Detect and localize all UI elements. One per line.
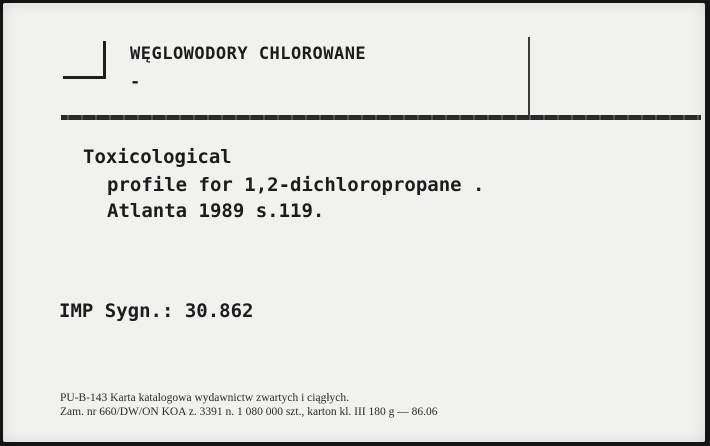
printer-footer-line-2: Zam. nr 660/DW/ON KOA z. 3391 n. 1 080 000 szt., karton kl. III 180 g — 86.06 [60, 406, 438, 418]
subject-heading-dash: - [130, 72, 141, 92]
subject-heading: WĘGLOWODORY CHLOROWANE [130, 44, 367, 64]
catalog-card [3, 3, 705, 442]
corner-mark-vertical [103, 41, 106, 79]
horizontal-rule [61, 115, 701, 120]
printer-footer-line-1: PU-B-143 Karta katalogowa wydawnictw zwartych i ciągłych. [60, 392, 350, 404]
entry-publication-line: Atlanta 1989 s.119. [107, 200, 325, 222]
entry-title-line-1: Toxicological [83, 146, 232, 168]
vertical-divider [528, 37, 530, 115]
shelf-signature: IMP Sygn.: 30.862 [59, 300, 254, 322]
entry-title-line-2: profile for 1,2-dichloropropane . [107, 174, 485, 196]
corner-mark-horizontal [63, 76, 105, 79]
